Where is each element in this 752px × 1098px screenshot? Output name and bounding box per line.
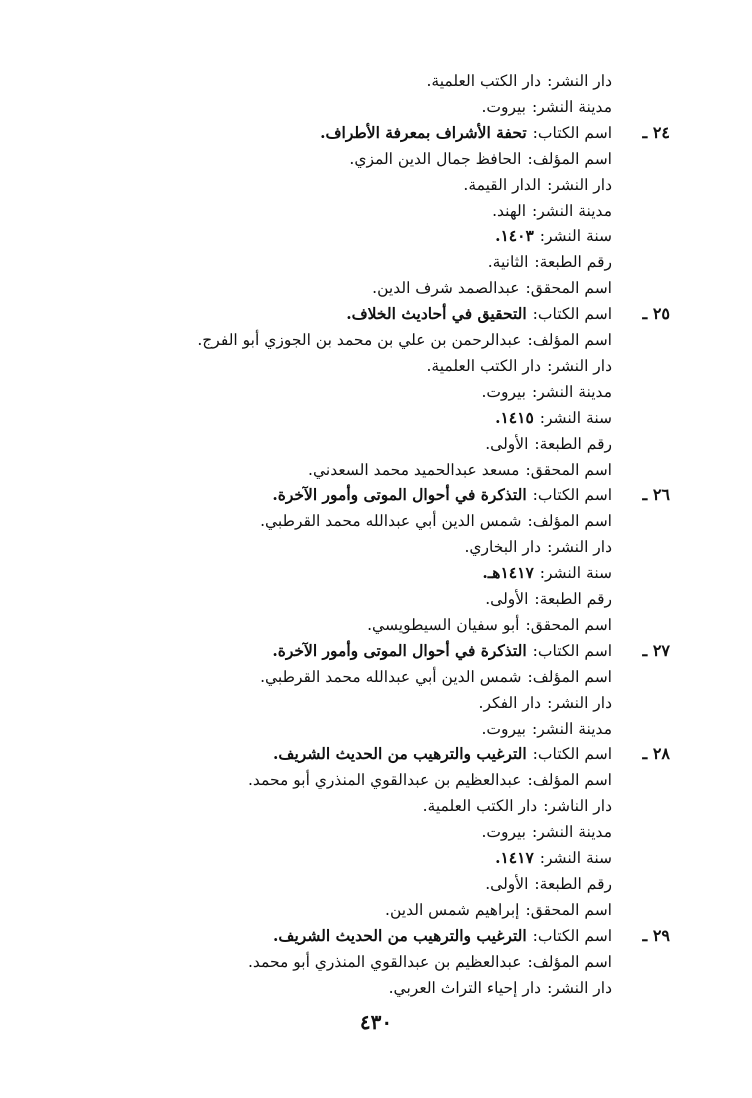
field-value: الأولى. [485,435,529,453]
field-label: اسم المحقق: [525,901,612,919]
bibliography-line [463,172,612,198]
field-value: التحقيق في أحاديث الخلاف. [346,304,527,323]
field-label: رقم الطبعة: [534,253,612,271]
field-label: اسم المحقق: [525,461,612,479]
field-value: الترغيب والترهيب من الحديث الشريف. [273,926,527,945]
bibliography-line [272,638,612,664]
field-label: اسم المحقق: [525,279,612,297]
field-label: مدينة النشر: [532,823,612,841]
bibliography-line [495,405,612,431]
entry-number: ٢٧ ـ [642,641,670,660]
field-value: إبراهيم شمس الدين. [385,901,520,919]
field-label: اسم الكتاب: [532,124,612,142]
field-label: دار الناشر: [543,797,612,815]
field-label: سنة النشر: [539,564,612,582]
field-label: سنة النشر: [539,227,612,245]
bibliography-line [481,379,612,405]
field-value: الحافظ جمال الدين المزي. [349,150,522,168]
field-label: رقم الطبعة: [534,435,612,453]
field-label: اسم الكتاب: [532,745,612,763]
bibliography-line [427,68,613,94]
bibliography-line [481,716,612,742]
bibliography-line [248,767,612,793]
field-label: مدينة النشر: [532,720,612,738]
bibliography-line [320,120,612,146]
bibliography-line [488,249,612,275]
field-label: اسم الكتاب: [532,927,612,945]
field-label: اسم الكتاب: [532,305,612,323]
bibliography-line [485,431,612,457]
entry-number: ٢٩ ـ [642,926,670,945]
field-label: دار النشر: [547,694,612,712]
field-label: اسم المحقق: [525,616,612,634]
field-value: الهند. [492,202,527,220]
field-value: الثانية. [487,253,529,271]
field-label: دار النشر: [547,176,612,194]
field-value: بيروت. [481,383,527,401]
field-label: رقم الطبعة: [534,875,612,893]
field-label: اسم الكتاب: [532,486,612,504]
field-label: دار النشر: [547,538,612,556]
field-value: تحفة الأشراف بمعرفة الأطراف. [320,123,527,142]
field-value: أبو سفيان السيطويسي. [367,616,520,634]
entry-number: ٢٦ ـ [642,485,670,504]
bibliography-line [197,327,612,353]
bibliography-line [492,198,612,224]
bibliography-line [495,223,612,249]
bibliography-line [495,845,612,871]
field-label: مدينة النشر: [532,383,612,401]
bibliography-line [464,534,612,560]
field-label: دار النشر: [547,979,612,997]
field-label: سنة النشر: [539,849,612,867]
entry-number: ٢٨ ـ [642,744,670,763]
field-value: الأولى. [485,590,529,608]
field-value: التذكرة في أحوال الموتى وأمور الآخرة. [272,485,527,504]
bibliography-line [485,586,612,612]
field-value: عبدالرحمن بن علي بن محمد بن الجوزي أبو الفرج. [197,331,522,349]
field-label: دار النشر: [547,72,612,90]
bibliography-line [423,793,612,819]
bibliography-line [479,690,612,716]
bibliography-line [349,146,612,172]
field-label: سنة النشر: [539,409,612,427]
page-number: ٤٣٠ [359,1010,393,1034]
field-value: شمس الدين أبي عبدالله محمد القرطبي. [260,512,522,530]
field-value: دار البخاري. [464,538,542,556]
bibliography-line [367,612,612,638]
field-label: اسم المؤلف: [527,150,612,168]
field-label: رقم الطبعة: [534,590,612,608]
field-value: عبدالعظيم بن عبدالقوي المنذري أبو محمد. [247,771,522,789]
field-value: ١٤١٧هـ. [482,563,534,582]
field-value: الترغيب والترهيب من الحديث الشريف. [273,744,527,763]
field-value: الدار القيمة. [463,176,542,194]
field-value: التذكرة في أحوال الموتى وأمور الآخرة. [272,641,527,660]
bibliography-line [260,508,612,534]
field-value: بيروت. [481,720,527,738]
field-label: اسم المؤلف: [527,953,612,971]
field-label: مدينة النشر: [532,202,612,220]
field-label: اسم المؤلف: [527,331,612,349]
bibliography-line [485,871,612,897]
bibliography-line [346,301,612,327]
bibliography-line [273,923,612,949]
field-label: اسم الكتاب: [532,642,612,660]
field-value: عبدالصمد شرف الدين. [372,279,520,297]
field-label: اسم المؤلف: [527,771,612,789]
field-value: ١٤١٥. [495,408,534,427]
field-value: ١٤١٧. [495,848,534,867]
field-label: مدينة النشر: [532,98,612,116]
field-value: دار الفكر. [478,694,542,712]
bibliography-line [308,457,612,483]
field-value: الأولى. [485,875,529,893]
field-value: دار الكتب العلمية. [422,797,538,815]
field-value: دار الكتب العلمية. [426,72,542,90]
field-value: ١٤٠٣. [495,226,534,245]
entry-number: ٢٤ ـ [642,123,670,142]
field-value: شمس الدين أبي عبدالله محمد القرطبي. [260,668,522,686]
field-value: دار الكتب العلمية. [426,357,542,375]
bibliography-line [272,482,612,508]
bibliography-line [389,975,612,1001]
field-value: مسعد عبدالحميد محمد السعدني. [308,461,520,479]
field-value: دار إحياء التراث العربي. [388,979,542,997]
bibliography-line [248,949,612,975]
bibliography-line [481,94,612,120]
field-label: اسم المؤلف: [527,668,612,686]
field-label: اسم المؤلف: [527,512,612,530]
field-value: بيروت. [481,823,527,841]
field-value: عبدالعظيم بن عبدالقوي المنذري أبو محمد. [247,953,522,971]
bibliography-line [385,897,612,923]
bibliography-line [372,275,612,301]
entry-number: ٢٥ ـ [642,304,670,323]
field-label: دار النشر: [547,357,612,375]
bibliography-line [481,819,612,845]
bibliography-line [273,741,612,767]
bibliography-line [482,560,612,586]
field-value: بيروت. [481,98,527,116]
bibliography-line [260,664,612,690]
bibliography-line [427,353,613,379]
